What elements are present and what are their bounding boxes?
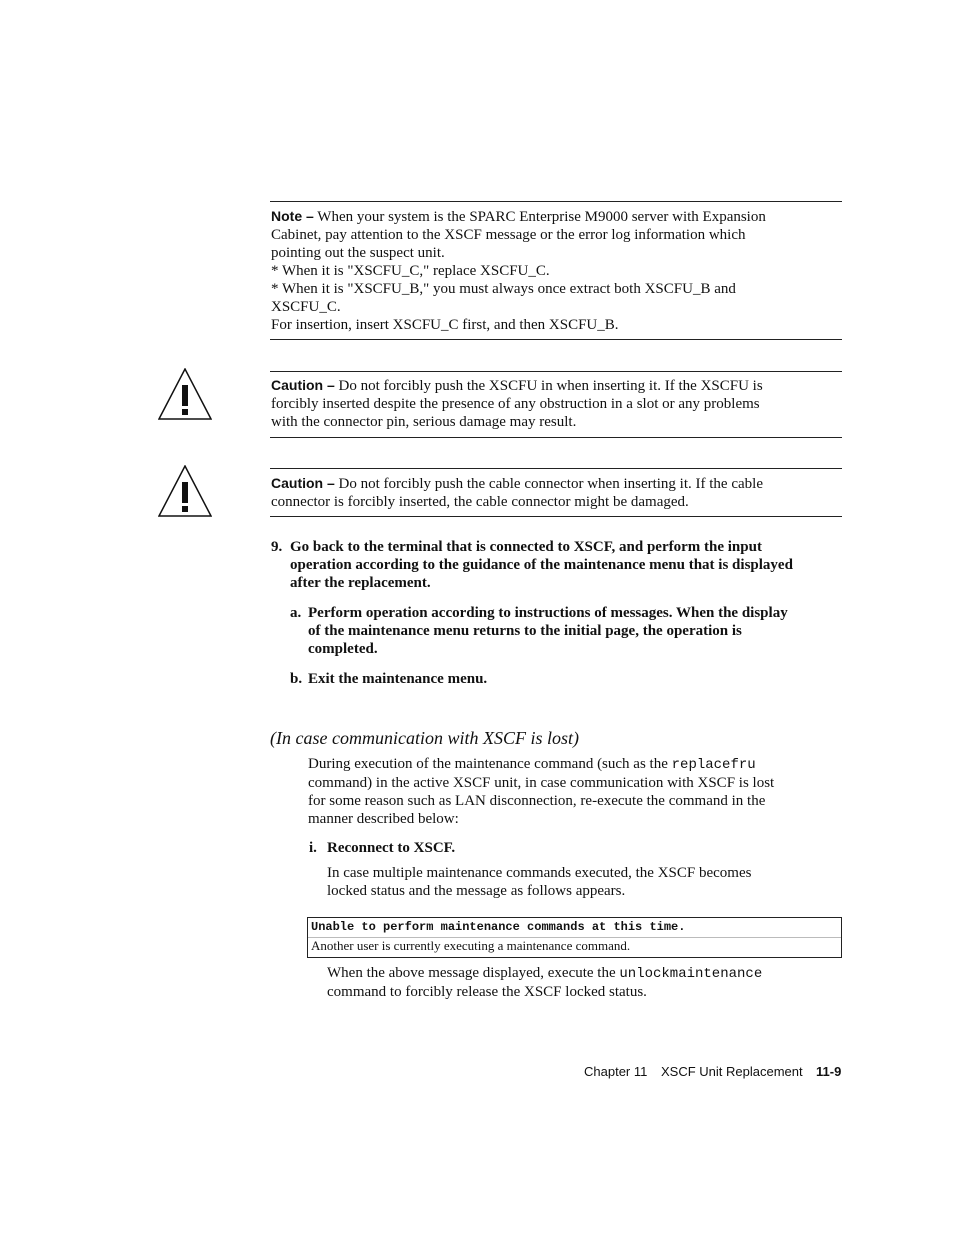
note-line-7: For insertion, insert XSCFU_C first, and then XSCFU_B. [271,317,619,333]
caution1-line-3: with the connector pin, serious damage may result. [271,414,577,430]
caution1-line-1: Do not forcibly push the XSCFU in when inserting it. If the XSCFU is [338,378,763,394]
note-label: Note – [271,208,314,224]
code-example-box [307,917,842,958]
step-i-desc-line-1: In case multiple maintenance commands executed, the XSCF becomes [327,865,752,881]
caution1-bottom-rule [270,437,842,438]
step-b-text: Exit the maintenance menu. [308,671,488,687]
step-i-letter: i. [309,840,317,856]
caution-warning-icon [158,368,212,420]
step-9-line-3: after the replacement. [290,575,431,591]
step-9-line-1: Go back to the terminal that is connected to XSCF, and perform the input [290,539,762,555]
intro-line-4: manner described below: [308,811,459,827]
footer-chapter: Chapter 11 [584,1064,648,1079]
note-line-6: XSCFU_C. [271,299,341,315]
footer-title: XSCF Unit Replacement [661,1064,803,1079]
step-i-description [327,864,841,900]
step-a [290,604,841,660]
caution1-line-2: forcibly inserted despite the presence of any obstruction in a slot or any problems [271,396,760,412]
step-a-line-3: completed. [308,641,378,657]
replacefru-command: replacefru [671,757,756,773]
caution2-block [271,474,841,511]
caution2-top-rule [270,468,842,469]
caution2-line-2: connector is forcibly inserted, the cable connector might be damaged. [271,494,689,510]
step-9-number: 9. [271,539,283,555]
intro-line-1: During execution of the maintenance command (such as the [308,756,668,772]
step-a-line-2: of the maintenance menu returns to the initial page, the operation is [308,623,742,639]
step-a-line-1: Perform operation according to instructions of messages. When the display [308,605,788,621]
caution2-bottom-rule [270,516,842,517]
caution1-label: Caution – [271,377,335,393]
intro-line-2: command) in the active XSCF unit, in case communication with XSCF is lost [308,775,775,791]
caution2-label: Caution – [271,475,335,491]
step-i-desc-line-2: locked status and the message as follows appears. [327,883,626,899]
caution2-line-1: Do not forcibly push the cable connector when inserting it. If the cable [338,476,763,492]
step-b [290,670,841,690]
intro-line-3: for some reason such as LAN disconnection, re-execute the command in the [308,793,766,809]
after-line-1: When the above message displayed, execute the [327,965,616,981]
note-line-2: Cabinet, pay attention to the XSCF message or the error log information which [271,227,746,243]
after-paragraph [327,964,841,1001]
step-i [309,839,841,859]
note-line-4: * When it is "XSCFU_C," replace XSCFU_C. [271,263,550,279]
section-subheading: (In case communication with XSCF is lost) [270,728,579,748]
note-block [271,207,841,334]
step-a-letter: a. [290,605,302,621]
unlockmaintenance-command: unlockmaintenance [619,966,763,982]
step-9-line-2: operation according to the guidance of the maintenance menu that is displayed [290,557,793,573]
code-line-1: Unable to perform maintenance commands at this time. [311,920,686,934]
after-line-2: command to forcibly release the XSCF locked status. [327,984,647,1000]
step-9 [271,538,841,594]
caution-warning-icon [158,465,212,517]
note-line-3: pointing out the suspect unit. [271,245,445,261]
caution1-top-rule [270,371,842,372]
intro-paragraph [308,755,841,828]
code-line-2: Another user is currently executing a maintenance command. [311,938,631,953]
step-i-text: Reconnect to XSCF. [327,840,456,856]
step-b-letter: b. [290,671,303,687]
note-line-5: * When it is "XSCFU_B," you must always once extract both XSCFU_B and [271,281,736,297]
note-top-rule [270,201,842,202]
note-line-1: When your system is the SPARC Enterprise M9000 server with Expansion [317,209,766,225]
caution1-block [271,376,841,431]
footer-page-number: 11-9 [816,1064,842,1079]
note-bottom-rule [270,339,842,340]
